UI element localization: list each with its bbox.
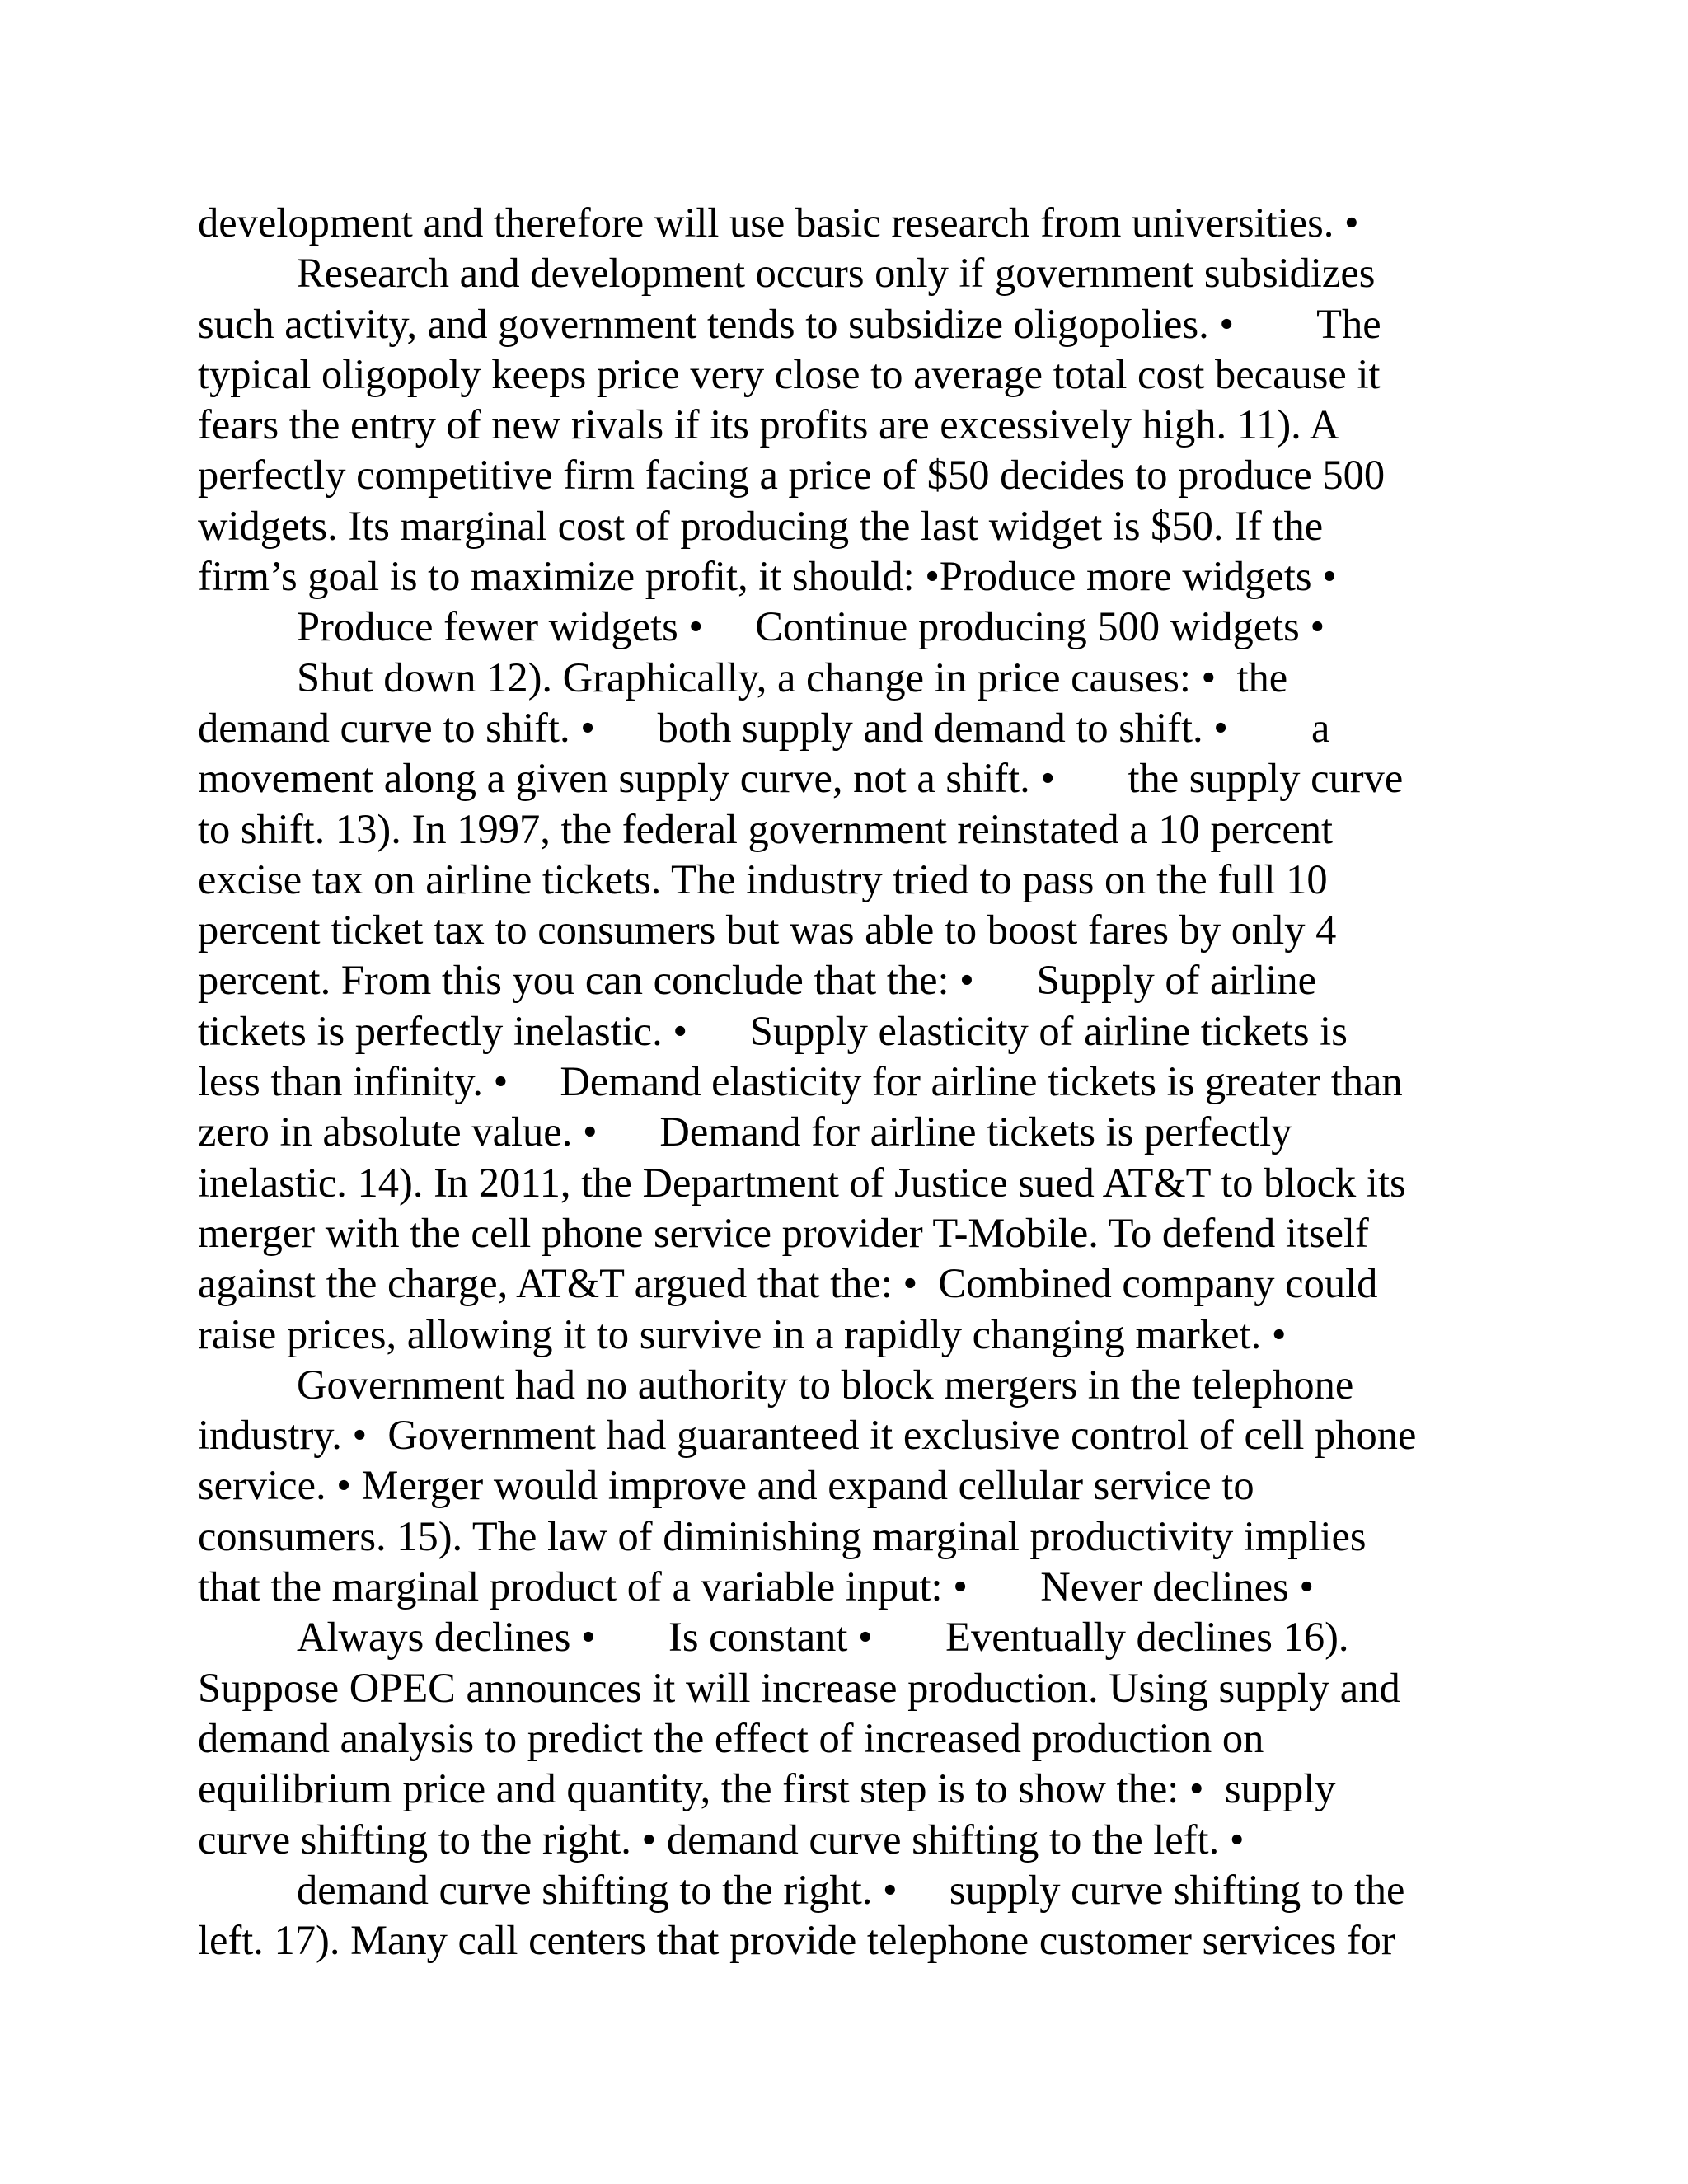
text-line: widgets. Its marginal cost of producing the last widget is $50. If the [198,502,1324,549]
text-line: movement along a given supply curve, not a shift. • the supply curve [198,755,1404,802]
text-line: excise tax on airline tickets. The industry tried to pass on the full 10 [198,855,1328,902]
text-line: that the marginal product of a variable input: • Never declines • [198,1563,1315,1610]
text-line: curve shifting to the right. • demand curve shifting to the left. • [198,1816,1245,1863]
text-line: Shut down 12). Graphically, a change in price causes: • the [297,654,1288,701]
text-line: Research and development occurs only if government subsidizes [297,250,1376,297]
text-line: percent. From this you can conclude that the: • Supply of airline [198,957,1317,1004]
text-line: fears the entry of new rivals if its profits are excessively high. 11). A [198,401,1340,448]
text-line: against the charge, AT&T argued that the: • Combined company could [198,1260,1378,1307]
text-line: development and therefore will use basic research from universities. • [198,199,1359,246]
text-line: inelastic. 14). In 2011, the Department of Justice sued AT&T to block its [198,1159,1406,1206]
text-line: demand curve to shift. • both supply and demand to shift. • a [198,704,1330,751]
text-line: zero in absolute value. • Demand for airline tickets is perfectly [198,1108,1292,1155]
text-line: Produce fewer widgets • Continue producing 500 widgets • [297,603,1325,650]
text-line: Always declines • Is constant • Eventually declines 16). [297,1614,1349,1661]
text-line: consumers. 15). The law of diminishing marginal productivity implies [198,1512,1367,1559]
body-text [198,198,1550,1966]
text-line: equilibrium price and quantity, the first step is to show the: • supply [198,1765,1336,1812]
text-line: Government had no authority to block mergers in the telephone [297,1361,1354,1408]
text-line: less than infinity. • Demand elasticity for airline tickets is greater than [198,1058,1403,1105]
text-line: tickets is perfectly inelastic. • Supply elasticity of airline tickets is [198,1007,1348,1054]
text-line: typical oligopoly keeps price very close to average total cost because it [198,350,1381,397]
text-line: industry. • Government had guaranteed it exclusive control of cell phone [198,1412,1417,1459]
text-line: Suppose OPEC announces it will increase production. Using supply and [198,1664,1400,1711]
text-line: raise prices, allowing it to survive in a rapidly changing market. • [198,1310,1287,1357]
text-line: firm’s goal is to maximize profit, it should: •Produce more widgets • [198,553,1337,600]
text-line: percent ticket tax to consumers but was able to boost fares by only 4 [198,907,1337,954]
text-line: such activity, and government tends to subsidize oligopolies. • The [198,300,1381,347]
text-line: merger with the cell phone service provider T-Mobile. To defend itself [198,1209,1369,1256]
text-line: perfectly competitive firm facing a price of $50 decides to produce 500 [198,452,1386,499]
text-line: demand analysis to predict the effect of increased production on [198,1714,1264,1761]
text-line: demand curve shifting to the right. • supply curve shifting to the [297,1866,1405,1913]
text-line: left. 17). Many call centers that provide telephone customer services for [198,1917,1395,1964]
text-line: service. • Merger would improve and expand cellular service to [198,1462,1254,1509]
text-line: to shift. 13). In 1997, the federal government reinstated a 10 percent [198,805,1334,852]
